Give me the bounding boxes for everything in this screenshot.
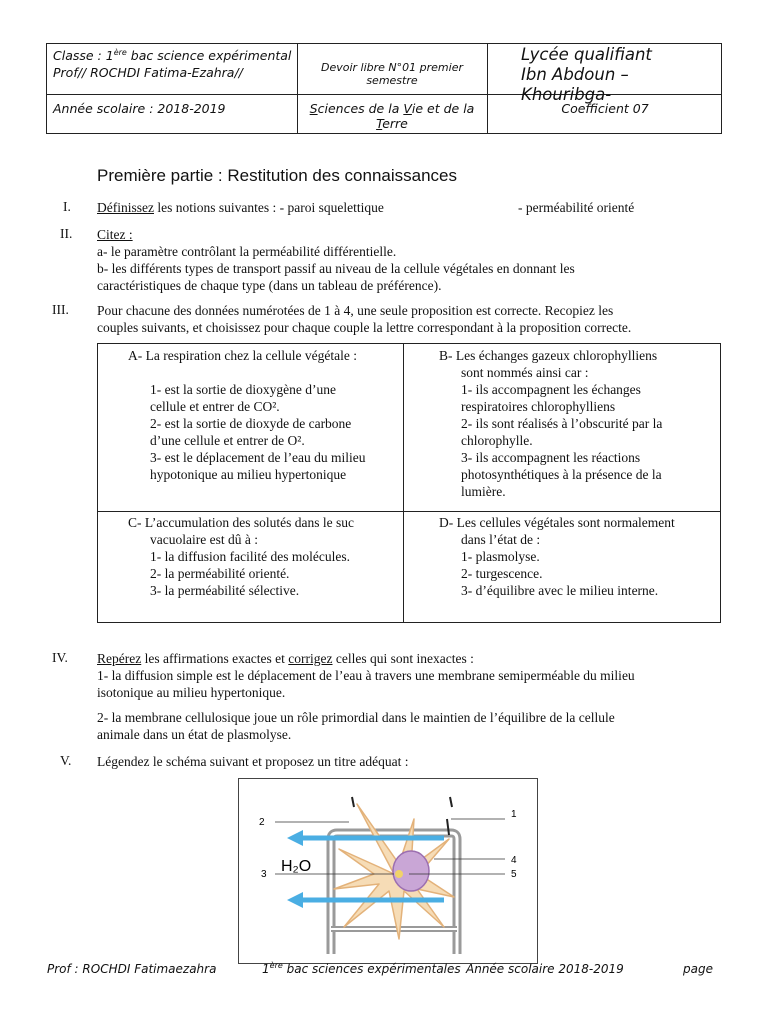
- label-4: 4: [511, 855, 517, 866]
- label-3: 3: [261, 869, 267, 880]
- qcm-cell-b: B- Les échanges gazeux chlorophylliens sont nommés ainsi car : 1- ils accompagnent les échanges respiratoires chlorophylliens 2- ils sont réalisés à l’obscurité par la chlorophylle. 3- ils accompagnent les réactions photosynthétiques à la présence de la lumière.: [439, 348, 663, 499]
- qcm-cell-d: D- Les cellules végétales sont normalement dans l’état de : 1- plasmolyse. 2- turgescence. 3- d’équilibre avec le milieu interne.: [439, 515, 675, 598]
- header-subject: Sciences de la Vie et de la Terre: [309, 101, 475, 131]
- footer: [0, 962, 768, 982]
- part-title: Première partie : Restitution des connaissances: [97, 166, 458, 185]
- header-class-prof: Classe : 1ère bac science expérimental Prof// ROCHDI Fatima-Ezahra//: [53, 47, 292, 80]
- label-1: 1: [511, 809, 517, 820]
- qcm-cell-a: A- La respiration chez la cellule végétale : 1- est la sortie de dioxygène d’une cellule et entrer de CO². 2- est la sortie de dioxyde de carbone d’une cellule et entrer de O². 3- est le déplacement de l’eau du milieu hypotonique au milieu hypertonique: [128, 348, 366, 482]
- q3-number: III.: [52, 302, 69, 317]
- header-devoir: Devoir libre N°01 premier semestre: [321, 61, 463, 87]
- qcm-table: [97, 343, 721, 623]
- footer-prof: Prof : ROCHDI Fatimaezahra: [47, 962, 217, 976]
- header-table: [46, 43, 722, 134]
- footer-page: page: [683, 962, 713, 976]
- q2-number: II.: [60, 226, 73, 241]
- nucleolus: [395, 870, 403, 878]
- q3-text: Pour chacune des données numérotées de 1 à 4, une seule proposition est correcte. Recopiez les couples suivants, et choisissez pour chaque couple la lettre correspondant à la proposition correcte.: [97, 303, 632, 335]
- cell-diagram-svg: [239, 779, 536, 962]
- q5-number: V.: [60, 753, 72, 768]
- footer-year: Année scolaire 2018-2019: [466, 962, 624, 976]
- q5-text: Légendez le schéma suivant et proposez un titre adéquat :: [97, 754, 409, 769]
- q1-number: I.: [63, 199, 71, 214]
- header-school: Lycée qualifiant Ibn Abdoun – Khouribga-: [521, 45, 652, 104]
- label-5: 5: [511, 869, 517, 880]
- water-formula: H₂O: [281, 858, 312, 875]
- header-prof: Prof// ROCHDI Fatima-Ezahra//: [53, 65, 243, 80]
- qcm-cell-c: C- L’accumulation des solutés dans le suc vacuolaire est dû à : 1- la diffusion facilité des molécules. 2- la perméabilité orienté. 3- la perméabilité sélective.: [128, 515, 354, 598]
- header-coefficient: Coefficient 07: [561, 101, 649, 116]
- footer-class: 1ère bac sciences expérimentales: [262, 961, 461, 976]
- q2-text: Citez : a- le paramètre contrôlant la perméabilité différentielle. b- les différents types de transport passif au niveau de la cellule végétales en donnant les caractéristiques de chaque type (dans un tableau de préférence).: [97, 227, 575, 293]
- q4-text: Repérez les affirmations exactes et corrigez celles qui sont inexactes : 1- la diffusion simple est le déplacement de l’eau à travers une membrane semiperméable du milieu isotonique au milieu hypertonique. 2- la membrane cellulosique joue un rôle primordial dans le maintien de l’équilibre de la cellule animale dans un état de plasmolyse.: [97, 651, 635, 742]
- q1-text-2: - perméabilité orienté: [518, 200, 635, 215]
- cell-diagram: [238, 778, 538, 964]
- q4-number: IV.: [52, 650, 68, 665]
- header-year: Année scolaire : 2018-2019: [53, 101, 226, 116]
- label-2: 2: [259, 817, 265, 828]
- q1-text: Définissez les notions suivantes : - paroi squelettique: [97, 200, 384, 215]
